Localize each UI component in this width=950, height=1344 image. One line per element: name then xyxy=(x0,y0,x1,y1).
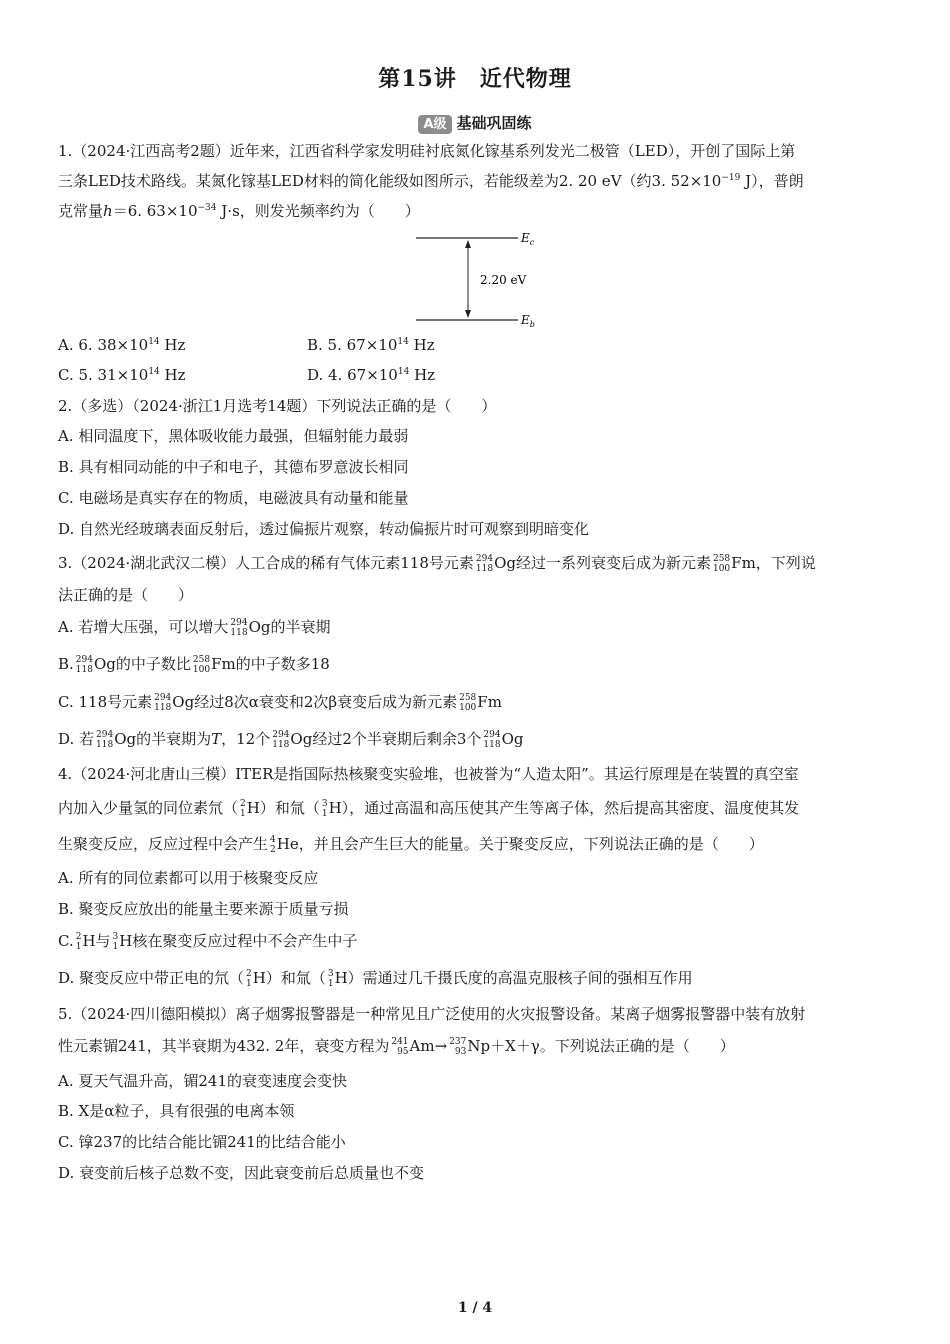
q3-stem-line2: 法正确的是（ ） xyxy=(58,586,194,604)
q2-option-b[interactable]: B. 具有相同动能的中子和电子，其德布罗意波长相同 xyxy=(58,458,409,476)
q5-option-c[interactable]: C. 镎237的比结合能比镅241的比结合能小 xyxy=(58,1133,346,1151)
q3-option-c[interactable]: C. 118号元素 294 118 Og经过8次α衰变和2次β衰变后成为新元素 258 100 Fm xyxy=(58,693,502,713)
energy-gap-label: 2.20 eV xyxy=(480,273,527,287)
q2-option-a[interactable]: A. 相同温度下，黑体吸收能力最强，但辐射能力最弱 xyxy=(58,427,409,445)
q3-option-d[interactable]: D. 若 294 118 Og的半衰期为T，12个 294 118 Og经过2个半衰期后剩余3个 294 118 Og xyxy=(58,730,524,750)
q5-stem-line1: 5.（2024·四川德阳模拟）离子烟雾报警器是一种常见且广泛使用的火灾报警设备。某离子烟雾报警器中装有放射 xyxy=(58,1005,806,1023)
q5-option-d[interactable]: D. 衰变前后核子总数不变，因此衰变前后总质量也不变 xyxy=(58,1164,425,1182)
energy-level-diagram xyxy=(412,228,542,332)
page-title: 第15讲 近代物理 xyxy=(378,66,572,92)
level-heading xyxy=(0,112,950,134)
q3-option-a[interactable]: A. 若增大压强，可以增大 294 118 Og的半衰期 xyxy=(58,618,331,638)
q1-option-a[interactable]: A. 6. $38\times 10^{14}$ Hz xyxy=(58,336,186,354)
q4-stem-line3: 生聚变反应，反应过程中会产生 4 2 He，并且会产生巨大的能量。关于聚变反应，下列说法正确的是（ ） xyxy=(58,835,764,855)
q2-stem: 2.（多选）（2024·浙江1月选考14题）下列说法正确的是（ ） xyxy=(58,397,497,415)
page-number: 1 / 4 xyxy=(457,1300,493,1316)
q3-option-b[interactable]: B. 294 118 Og的中子数比 258 100 Fm的中子数多18 xyxy=(58,655,330,675)
q4-option-a[interactable]: A. 所有的同位素都可以用于核聚变反应 xyxy=(58,869,319,887)
level-badge: A级 xyxy=(418,115,451,134)
q1-stem-line3: 克常量h＝6. $63\times 10^{-34}$ J·s，则发光频率约为（ ） xyxy=(58,202,420,220)
q1-option-b[interactable]: B. 5. $67\times 10^{14}$ Hz xyxy=(307,336,435,354)
q5-option-a[interactable]: A. 夏天气温升高，镅241的衰变速度会变快 xyxy=(58,1072,348,1090)
q4-option-c[interactable]: C. 2 1 H与 3 1 H核在聚变反应过程中不会产生中子 xyxy=(58,932,358,952)
q1-option-d[interactable]: D. 4. $67\times 10^{14}$ Hz xyxy=(307,366,436,384)
q4-option-d[interactable]: D. 聚变反应中带正电的氘（ 2 1 H）和氚（ 3 1 H）需通过几千摄氏度的高温克服核子间的强相互作用 xyxy=(58,969,693,989)
lower-level-label: $E_b$ xyxy=(521,313,535,329)
q1-stem-line2: 三条LED技术路线。某氮化镓基LED材料的简化能级如图所示，若能级差为2. 20 eV（约3. $52\times 10^{-19}$ J），普朗 xyxy=(58,172,804,190)
q4-stem-line2: 内加入少量氢的同位素氘（ 2 1 H）和氚（ 3 1 H），通过高温和高压使其产生等离子体，然后提高其密度、温度使其发 xyxy=(58,799,800,819)
q3-stem-line1: 3.（2024·湖北武汉二模）人工合成的稀有气体元素118号元素 294 118 Og经过一系列衰变后成为新元素 258 100 Fm，下列说 xyxy=(58,554,816,574)
q1-option-c[interactable]: C. 5. $31\times 10^{14}$ Hz xyxy=(58,366,186,384)
q4-option-b[interactable]: B. 聚变反应放出的能量主要来源于质量亏损 xyxy=(58,900,349,918)
q2-option-c[interactable]: C. 电磁场是真实存在的物质，电磁波具有动量和能量 xyxy=(58,489,409,507)
q1-stem-line1: 1.（2024·江西高考2题）近年来，江西省科学家发明硅衬底氮化镓基系列发光二极管（LED），开创了国际上第 xyxy=(58,142,796,160)
q5-stem-line2: 性元素镅241，其半衰期为432. 2年，衰变方程为 241 95 Am→ 237 93 Np＋X＋γ。下列说法正确的是（ ） xyxy=(58,1037,735,1057)
upper-level-label: $E_c$ xyxy=(521,231,535,247)
q5-option-b[interactable]: B. X是α粒子，具有很强的电离本领 xyxy=(58,1102,295,1120)
q4-stem-line1: 4.（2024·河北唐山三模）ITER是指国际热核聚变实验堆，也被誉为“人造太阳”。其运行原理是在装置的真空室 xyxy=(58,765,799,783)
q2-option-d[interactable]: D. 自然光经玻璃表面反射后，透过偏振片观察，转动偏振片时可观察到明暗变化 xyxy=(58,520,590,538)
level-label: 基础巩固练 xyxy=(456,114,532,132)
